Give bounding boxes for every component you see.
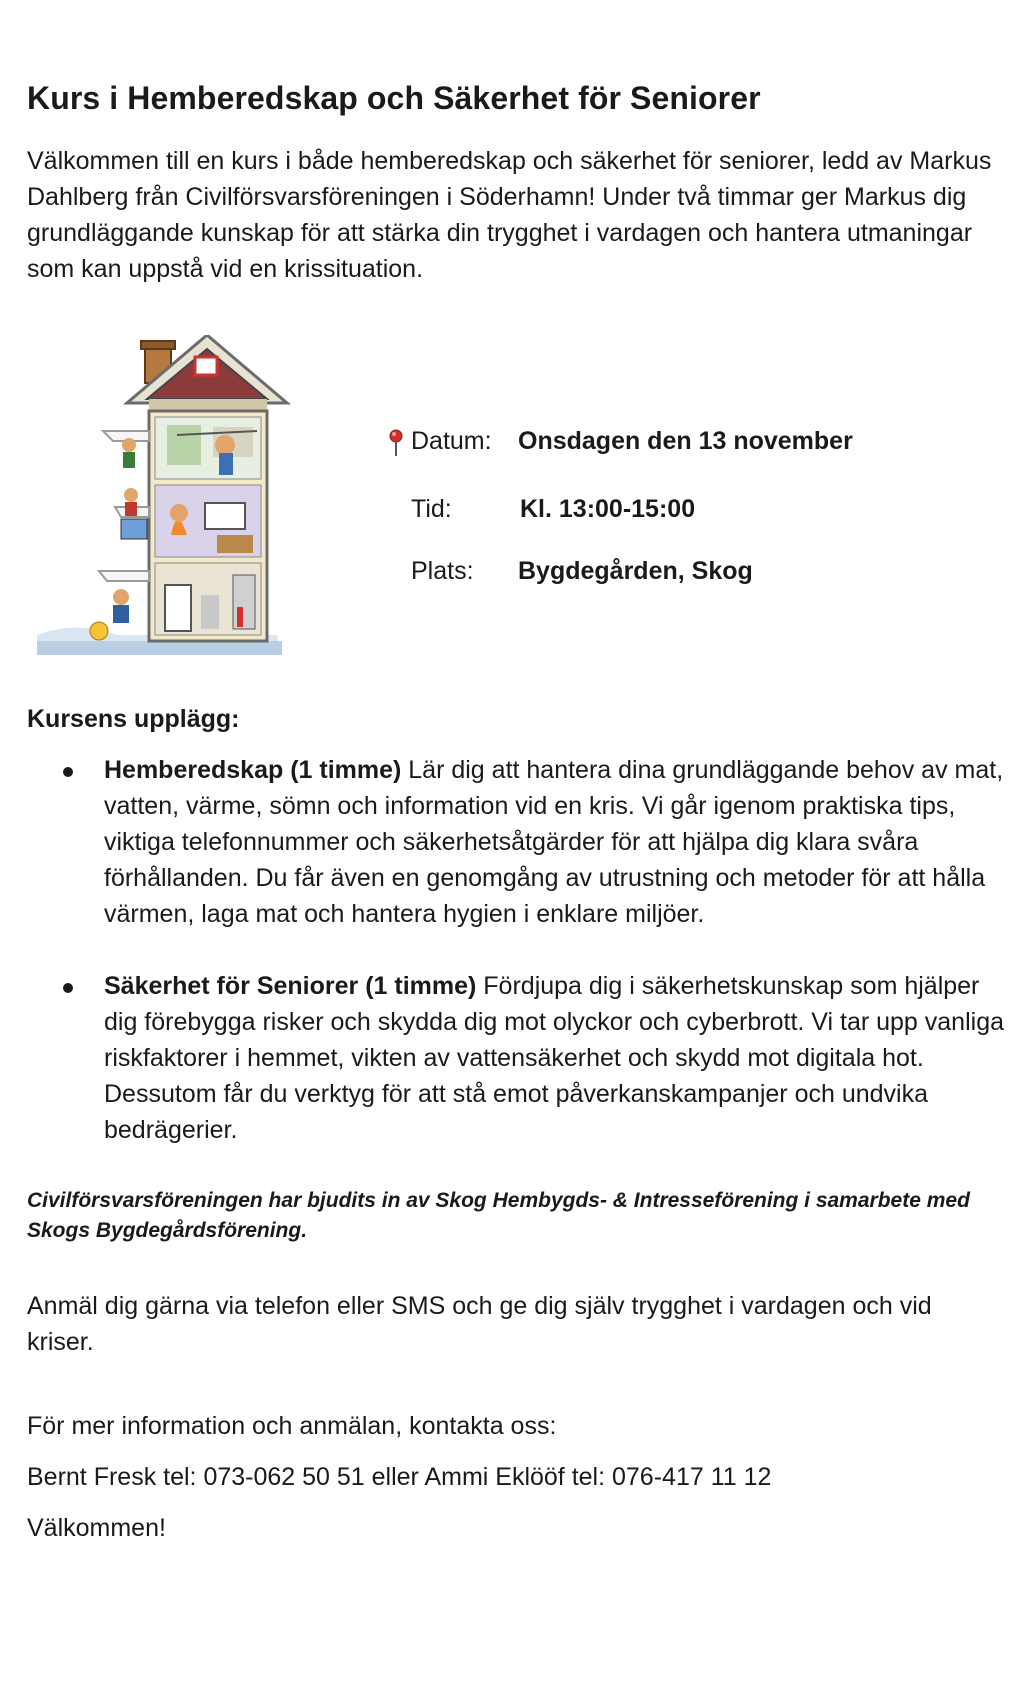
date-value: Onsdagen den 13 november [518,427,853,455]
plan-list [27,752,1007,1148]
bullet-icon [63,983,73,993]
event-section [27,335,1007,705]
round-pushpin-icon [387,429,405,457]
plan-item-text: Lär dig att hantera dina grundläggande behov av mat, vatten, värme, sömn och information vid en kris. Vi går igenom praktiska tips, viktiga telefonnummer och säkerhetsåtgärder för att hjälpa dig klara svåra förhållanden. Du får även en genomgång av utrustning och metoder för att hålla värmen, laga mat och hantera hygien i enklare miljöer. [104,756,1004,928]
list-item [27,968,1009,1148]
place-value: Bygdegården, Skog [518,557,753,585]
page-title: Kurs i Hemberedskap och Säkerhet för Seniorer [27,80,761,116]
plan-item-title: Hemberedskap (1 timme) [104,756,402,784]
organizer-note: Civilförsvarsföreningen har bjudits in av Skog Hembygds- & Intresseförening i samarbete med Skogs Bygdegårdsförening. [27,1189,970,1242]
place-label: Plats: [411,557,474,585]
plan-item-text: Fördjupa dig i säkerhetskunskap som hjälper dig förebygga risker och skydda dig mot olyckor och cyberbrott. Vi tar upp vanliga riskfaktorer i hemmet, vikten av vattensäkerhet och skydd mot digitala hot. Dessutom får du verktyg för att stå emot påverkanskampanjer och undvika bedrägerier. [104,972,1004,1144]
flyer [27,80,1007,1543]
plan-item-title: Säkerhet för Seniorer (1 timme) [104,972,477,1000]
plan-heading: Kursens upplägg: [27,705,240,733]
welcome-text: Välkommen! [27,1514,166,1542]
bullet-icon [63,767,73,777]
list-item [27,752,1009,932]
signup-text: Anmäl dig gärna via telefon eller SMS och ge dig själv trygghet i vardagen och vid kriser. [27,1292,932,1356]
house-illustration [37,335,307,673]
water [37,641,282,655]
date-label: Datum: [411,427,492,455]
time-value: Kl. 13:00-15:00 [520,495,696,523]
contact-heading: För mer information och anmälan, kontakta oss: [27,1412,557,1440]
intro-paragraph: Välkommen till en kurs i både hemberedskap och säkerhet för seniorer, ledd av Markus Dahlberg från Civilförsvarsföreningen i Söderhamn! Under två timmar ger Markus dig grundläggande kunskap för att stärka din trygghet i vardagen och hantera utmaningar som kan uppstå vid en krissituation. [27,147,992,283]
time-label: Tid: [411,495,452,523]
contact-line: Bernt Fresk tel: 073-062 50 51 eller Ammi Eklööf tel: 076-417 11 12 [27,1463,772,1491]
